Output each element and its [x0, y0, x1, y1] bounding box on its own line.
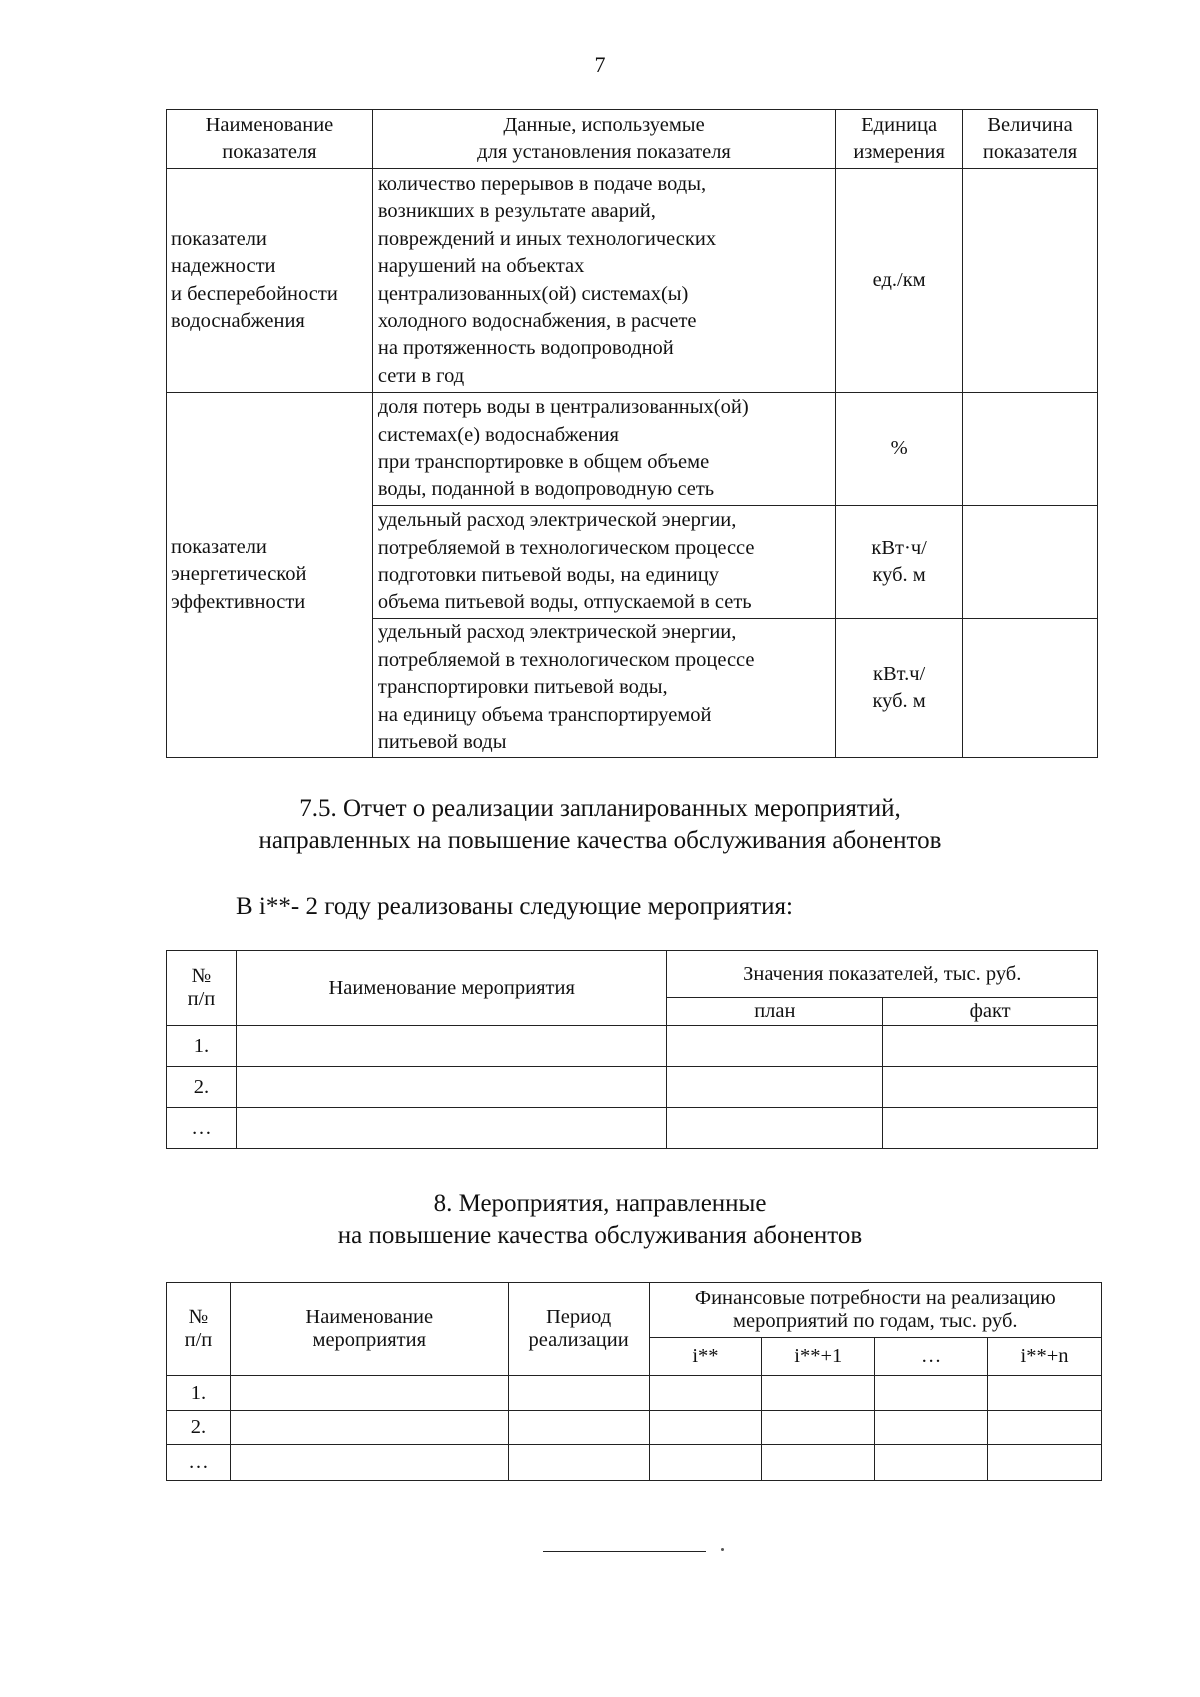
- report-table: [166, 950, 1098, 1149]
- unit-cell: ед./км: [836, 169, 963, 393]
- value-cell: [963, 506, 1098, 619]
- closing-dot: [721, 1548, 724, 1551]
- indicator-data-cell: доля потерь воды в централизованных(ой) системах(е) водоснабжения при транспортировке в общем объеме воды, поданной в водопроводную сеть: [372, 393, 835, 506]
- header-event-name: Наименование мероприятия: [236, 951, 667, 1026]
- group-reliability: показатели надежности и бесперебойности водоснабжения: [167, 169, 373, 393]
- table-row: [167, 169, 1098, 393]
- page-number: 7: [594, 52, 606, 77]
- section-7-5-lead: В i**- 2 году реализованы следующие мероприятия:: [236, 893, 794, 920]
- group-energy: показатели энергетической эффективности: [167, 393, 373, 758]
- measures-table: [166, 1282, 1102, 1481]
- report-header-row: [167, 951, 1098, 998]
- header-fact: факт: [883, 998, 1098, 1026]
- header-num: № п/п: [167, 951, 237, 1026]
- table-row: [167, 1376, 1102, 1411]
- header-value: Величина показателя: [963, 110, 1098, 169]
- row-number: 2.: [167, 1411, 231, 1445]
- header-year: i**: [649, 1338, 762, 1376]
- value-cell: [963, 619, 1098, 758]
- row-number: …: [167, 1445, 231, 1481]
- row-number: 2.: [167, 1067, 237, 1108]
- unit-cell: %: [836, 393, 963, 506]
- indicator-data-cell: удельный расход электрической энергии, потребляемой в технологическом процессе подготовки питьевой воды, на единицу объема питьевой воды, отпускаемой в сеть: [372, 506, 835, 619]
- indicators-header-row: [167, 110, 1098, 169]
- section-7-5-heading: 7.5. Отчет о реализации запланированных мероприятий, направленных на повышение качества обслуживания абонентов: [258, 795, 942, 854]
- closing-rule: [543, 1551, 706, 1552]
- row-number: …: [167, 1108, 237, 1149]
- value-cell: [963, 169, 1098, 393]
- value-cell: [963, 393, 1098, 506]
- header-year: i**+n: [988, 1338, 1102, 1376]
- unit-cell: кВт.ч/ куб. м: [836, 619, 963, 758]
- indicator-data-cell: удельный расход электрической энергии, потребляемой в технологическом процессе транспортировки питьевой воды, на единицу объема транспортируемой питьевой воды: [372, 619, 835, 758]
- header-plan: план: [667, 998, 883, 1026]
- indicator-data-cell: количество перерывов в подаче воды, возникших в результате аварий, повреждений и иных технологических нарушений на объектах централизованных(ой) системах(ы) холодного водоснабжения, в расчете на протяженность водопроводной сети в год: [372, 169, 835, 393]
- header-num: № п/п: [167, 1283, 231, 1376]
- header-period: Период реализации: [508, 1283, 649, 1376]
- measures-header-row: [167, 1283, 1102, 1338]
- header-finance: Финансовые потребности на реализацию мероприятий по годам, тыс. руб.: [649, 1283, 1101, 1338]
- table-row: [167, 1411, 1102, 1445]
- header-event-name: Наименование мероприятия: [230, 1283, 508, 1376]
- row-number: 1.: [167, 1026, 237, 1067]
- section-8-heading: 8. Мероприятия, направленные на повышение качества обслуживания абонентов: [337, 1190, 863, 1249]
- table-row: [167, 1108, 1098, 1149]
- header-indicator-data: Данные, используемые для установления показателя: [372, 110, 835, 169]
- unit-cell: кВт·ч/ куб. м: [836, 506, 963, 619]
- row-number: 1.: [167, 1376, 231, 1411]
- header-values: Значения показателей, тыс. руб.: [667, 951, 1098, 998]
- table-row: [167, 1445, 1102, 1481]
- table-row: [167, 1067, 1098, 1108]
- table-row: [167, 1026, 1098, 1067]
- table-row: [167, 393, 1098, 506]
- header-year: i**+1: [762, 1338, 875, 1376]
- indicators-table: [166, 109, 1098, 758]
- header-year: …: [875, 1338, 988, 1376]
- header-unit: Единица измерения: [836, 110, 963, 169]
- header-indicator-name: Наименование показателя: [167, 110, 373, 169]
